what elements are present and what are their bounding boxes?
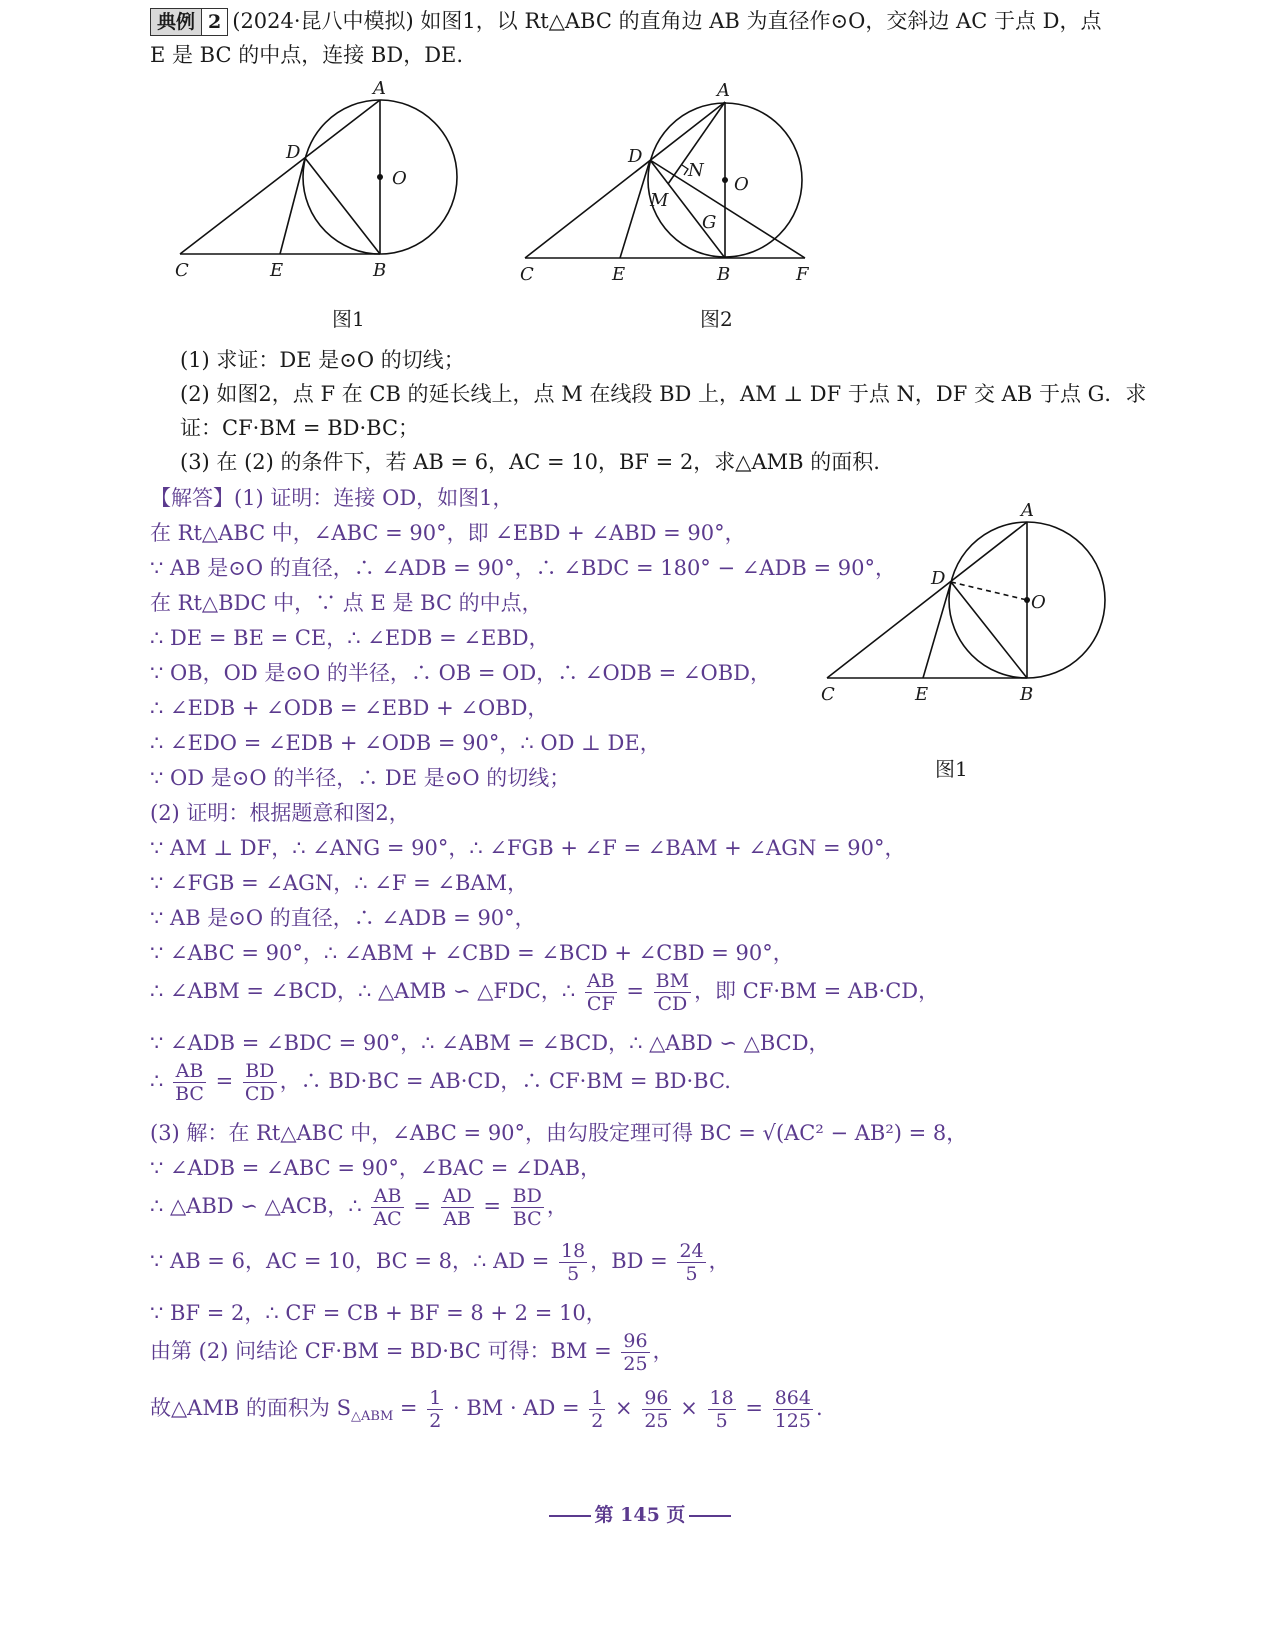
solution-line-8: ∴ ∠EDO = ∠EDB + ∠ODB = 90°，∴ OD ⊥ DE， [150, 731, 661, 755]
denominator: BC [175, 1083, 204, 1105]
fraction-ab-cf [585, 970, 617, 1015]
figure-1-caption: 图1 [332, 307, 365, 331]
period: . [815, 1396, 823, 1420]
label-c: C [821, 684, 835, 705]
figure-2-caption: 图2 [700, 307, 733, 331]
label-a: A [1021, 500, 1034, 521]
segment-db [951, 582, 1027, 678]
denominator: AC [373, 1208, 402, 1230]
figure-1-solution [815, 500, 1125, 720]
fraction-1-2 [427, 1387, 443, 1432]
solution-line-7: ∴ ∠EDB + ∠ODB = ∠EBD + ∠OBD， [150, 696, 549, 720]
denominator: CF [586, 993, 615, 1015]
text: ∴ ∠ABM = ∠BCD，∴ △AMB ∽ △FDC，∴ [150, 979, 576, 1003]
denominator: CD [244, 1083, 275, 1105]
numerator: 1 [591, 1387, 604, 1409]
numerator: AB [371, 1185, 403, 1208]
fraction-18-5 [559, 1240, 587, 1285]
denominator: 2 [429, 1410, 442, 1432]
comma: ， [546, 1194, 568, 1218]
solution-line-23 [150, 1330, 674, 1375]
label-b: B [717, 264, 731, 285]
problem-line-2: E 是 BC 的中点，连接 BD，DE. [150, 43, 464, 67]
solution-line-5: ∴ DE = BE = CE，∴ ∠EDB = ∠EBD， [150, 626, 550, 650]
fraction-bd-bc [511, 1185, 544, 1230]
solution-line-6: ∵ OB，OD 是⊙O 的半径，∴ OB = OD，∴ ∠ODB = ∠OBD， [150, 661, 772, 685]
fraction-bd-cd [243, 1060, 277, 1105]
label-e: E [915, 684, 929, 705]
text: ∵ AB = 6，AC = 10，BC = 8，∴ AD = [150, 1249, 550, 1273]
fraction-ad-ab [441, 1185, 474, 1230]
label-m: M [650, 190, 669, 211]
solution-line-18: (3) 解：在 Rt△ABC 中，∠ABC = 90°，由勾股定理可得 BC = √(AC² − AB²) = 8， [150, 1121, 968, 1145]
numerator: BD [512, 1185, 542, 1207]
comma: ， [652, 1339, 674, 1363]
solution-line-4: 在 Rt△BDC 中，∵ 点 E 是 BC 的中点， [150, 591, 543, 615]
label-b: B [373, 260, 387, 281]
question-2-line-2: 证：CF·BM = BD·BC； [180, 416, 420, 440]
denominator: BC [512, 1208, 542, 1230]
footer-rule-right [689, 1515, 731, 1517]
numerator: 96 [644, 1387, 669, 1409]
times: × [615, 1396, 633, 1420]
denominator: 25 [644, 1410, 669, 1432]
fraction-96-25-b [642, 1387, 670, 1432]
fraction-864-125 [773, 1387, 813, 1432]
denominator: 5 [715, 1410, 728, 1432]
times: × [680, 1396, 698, 1420]
label-b: B [1020, 684, 1034, 705]
center-dot [1024, 597, 1030, 603]
equals: = [745, 1396, 763, 1420]
text: ∴ △ABD ∽ △ACB，∴ [150, 1194, 362, 1218]
solution-line-14: ∵ ∠ABC = 90°，∴ ∠ABM + ∠CBD = ∠BCD + ∠CBD = 90°， [150, 941, 794, 965]
label-g: G [702, 212, 717, 233]
segment-de [280, 158, 305, 254]
denominator: 5 [567, 1263, 580, 1285]
numerator: AB [173, 1060, 206, 1083]
text: ∴ [150, 1069, 164, 1093]
label-e: E [612, 264, 626, 285]
text: 由第 (2) 问结论 CF·BM = BD·BC 可得：BM = [150, 1339, 612, 1363]
label-f: F [796, 264, 809, 285]
equals: = [393, 1396, 425, 1420]
solution-line-11: ∵ AM ⊥ DF，∴ ∠ANG = 90°，∴ ∠FGB + ∠F = ∠BAM + ∠AGN = 90°， [150, 836, 906, 860]
solution-line-16: ∵ ∠ADB = ∠BDC = 90°，∴ ∠ABM = ∠BCD，∴ △ABD ∽ △BCD， [150, 1031, 830, 1055]
label-a: A [373, 80, 386, 99]
page-footer [0, 1500, 1280, 1527]
figure-1-solution-caption: 图1 [935, 757, 968, 781]
numerator: BM [655, 970, 690, 992]
text: ，BD = [590, 1249, 668, 1273]
solution-line-9: ∵ OD 是⊙O 的半径，∴ DE 是⊙O 的切线； [150, 766, 571, 790]
solution-line-15 [150, 970, 939, 1015]
label-d: D [286, 142, 301, 163]
fraction-96-25 [621, 1330, 649, 1375]
label-c: C [520, 264, 534, 285]
example-number: 2 [202, 8, 228, 36]
equals: = [626, 979, 644, 1003]
solution-line-12: ∵ ∠FGB = ∠AGN，∴ ∠F = ∠BAM， [150, 871, 529, 895]
equals: = [215, 1069, 234, 1093]
numerator: 18 [709, 1387, 734, 1409]
label-o: O [734, 174, 749, 195]
denominator: AB [443, 1208, 472, 1230]
text: 故△AMB 的面积为 S [150, 1396, 351, 1420]
numerator: 864 [774, 1387, 811, 1409]
page-number: 第 145 页 [594, 1504, 686, 1526]
solution-line-13: ∵ AB 是⊙O 的直径，∴ ∠ADB = 90°， [150, 906, 536, 930]
solution-line-24 [150, 1387, 823, 1432]
center-dot [377, 174, 383, 180]
equals: = [413, 1194, 431, 1218]
text: ，即 CF·BM = AB·CD， [694, 979, 940, 1003]
problem-line-1 [150, 6, 1101, 36]
numerator: 24 [679, 1240, 704, 1262]
fraction-bm-cd [654, 970, 691, 1015]
question-1: (1) 求证：DE 是⊙O 的切线； [180, 348, 465, 372]
label-c: C [175, 260, 189, 281]
segment-ca [827, 522, 1027, 678]
solution-line-1: 【解答】(1) 证明：连接 OD，如图1， [150, 486, 514, 510]
denominator: 5 [685, 1263, 698, 1285]
text: · BM · AD = [452, 1396, 580, 1420]
label-o: O [392, 168, 407, 189]
denominator: CD [657, 993, 688, 1015]
text: ，∴ BD·BC = AB·CD，∴ CF·BM = BD·BC. [279, 1069, 731, 1093]
solution-line-3: ∵ AB 是⊙O 的直径，∴ ∠ADB = 90°，∴ ∠BDC = 180° − ∠ADB = 90°， [150, 556, 896, 580]
fraction-24-5 [677, 1240, 705, 1285]
segment-de [923, 582, 951, 678]
footer-rule-left [549, 1515, 591, 1517]
solution-line-2: 在 Rt△ABC 中，∠ABC = 90°，即 ∠EBD + ∠ABD = 90°， [150, 521, 746, 545]
solution-line-19: ∵ ∠ADB = ∠ABC = 90°，∠BAC = ∠DAB， [150, 1156, 602, 1180]
label-e: E [270, 260, 284, 281]
label-a: A [717, 80, 730, 101]
numerator: AD [442, 1185, 472, 1207]
label-d: D [931, 568, 946, 589]
segment-de [620, 160, 650, 258]
solution-line-10: (2) 证明：根据题意和图2， [150, 801, 410, 825]
solution-line-20 [150, 1185, 568, 1230]
denominator: 25 [623, 1353, 648, 1375]
label-o: O [1031, 592, 1046, 613]
numerator: BD [243, 1060, 277, 1083]
numerator: AB [585, 970, 617, 993]
segment-db [305, 158, 380, 254]
solution-line-22: ∵ BF = 2，∴ CF = CB + BF = 8 + 2 = 10， [150, 1301, 607, 1325]
denominator: 2 [591, 1410, 604, 1432]
comma: ， [708, 1249, 730, 1273]
figure-2 [520, 80, 830, 290]
fraction-1-2-b [589, 1387, 605, 1432]
segment-df [650, 160, 805, 258]
question-2-line-1: (2) 如图2，点 F 在 CB 的延长线上，点 M 在线段 BD 上，AM ⊥ DF 于点 N，DF 交 AB 于点 G．求 [180, 382, 1147, 406]
denominator: 125 [774, 1410, 811, 1432]
fraction-18-5-b [708, 1387, 736, 1432]
label-d: D [628, 146, 643, 167]
numerator: 18 [561, 1240, 586, 1262]
solution-line-21 [150, 1240, 730, 1285]
solution-line-17 [150, 1060, 731, 1105]
problem-text-1: (2024·昆八中模拟) 如图1，以 Rt△ABC 的直角边 AB 为直径作⊙O，交斜边 AC 于点 D，点 [232, 9, 1102, 33]
example-tag: 典例 [150, 8, 202, 36]
segment-ca [180, 100, 380, 254]
figure-1 [170, 80, 470, 290]
numerator: 1 [429, 1387, 442, 1409]
equals: = [483, 1194, 501, 1218]
fraction-ab-ac [371, 1185, 403, 1230]
subscript: △ABM [351, 1409, 394, 1425]
numerator: 96 [623, 1330, 648, 1352]
label-n: N [688, 160, 704, 181]
fraction-ab-bc [173, 1060, 206, 1105]
question-3: (3) 在 (2) 的条件下，若 AB = 6，AC = 10，BF = 2，求△AMB 的面积. [180, 450, 880, 474]
center-dot [722, 177, 728, 183]
